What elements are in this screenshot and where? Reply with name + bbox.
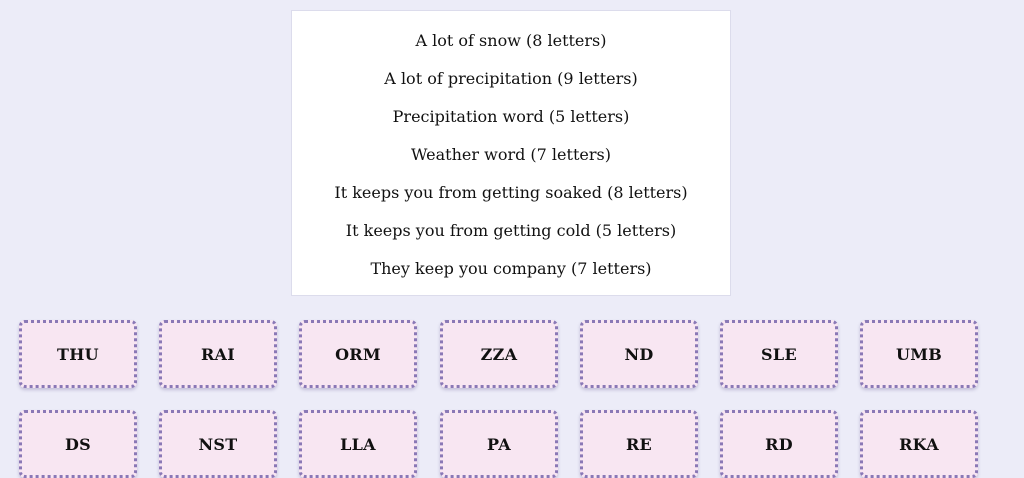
letter-tile[interactable]: THU xyxy=(19,320,137,388)
clue-2: A lot of precipitation (9 letters) xyxy=(384,69,638,88)
letter-tile[interactable]: PA xyxy=(440,410,558,478)
letter-tile[interactable]: RE xyxy=(580,410,698,478)
clue-panel xyxy=(291,10,731,296)
letter-tile[interactable]: NST xyxy=(159,410,277,478)
clue-6: It keeps you from getting cold (5 letters) xyxy=(345,221,677,240)
clue-7: They keep you company (7 letters) xyxy=(370,259,652,278)
letter-tile[interactable]: ORM xyxy=(299,320,417,388)
letter-tile[interactable]: DS xyxy=(19,410,137,478)
clue-3: Precipitation word (5 letters) xyxy=(392,107,630,126)
letter-tile[interactable]: ND xyxy=(580,320,698,388)
letter-tile[interactable]: ZZA xyxy=(440,320,558,388)
clue-5: It keeps you from getting soaked (8 letters) xyxy=(334,183,688,202)
letter-tile[interactable]: RKA xyxy=(860,410,978,478)
letter-tile[interactable]: RD xyxy=(720,410,838,478)
letter-tile[interactable]: RAI xyxy=(159,320,277,388)
clue-4: Weather word (7 letters) xyxy=(411,145,611,164)
letter-tile[interactable]: LLA xyxy=(299,410,417,478)
clue-1: A lot of snow (8 letters) xyxy=(415,31,607,50)
letter-tile[interactable]: UMB xyxy=(860,320,978,388)
letter-tile[interactable]: SLE xyxy=(720,320,838,388)
